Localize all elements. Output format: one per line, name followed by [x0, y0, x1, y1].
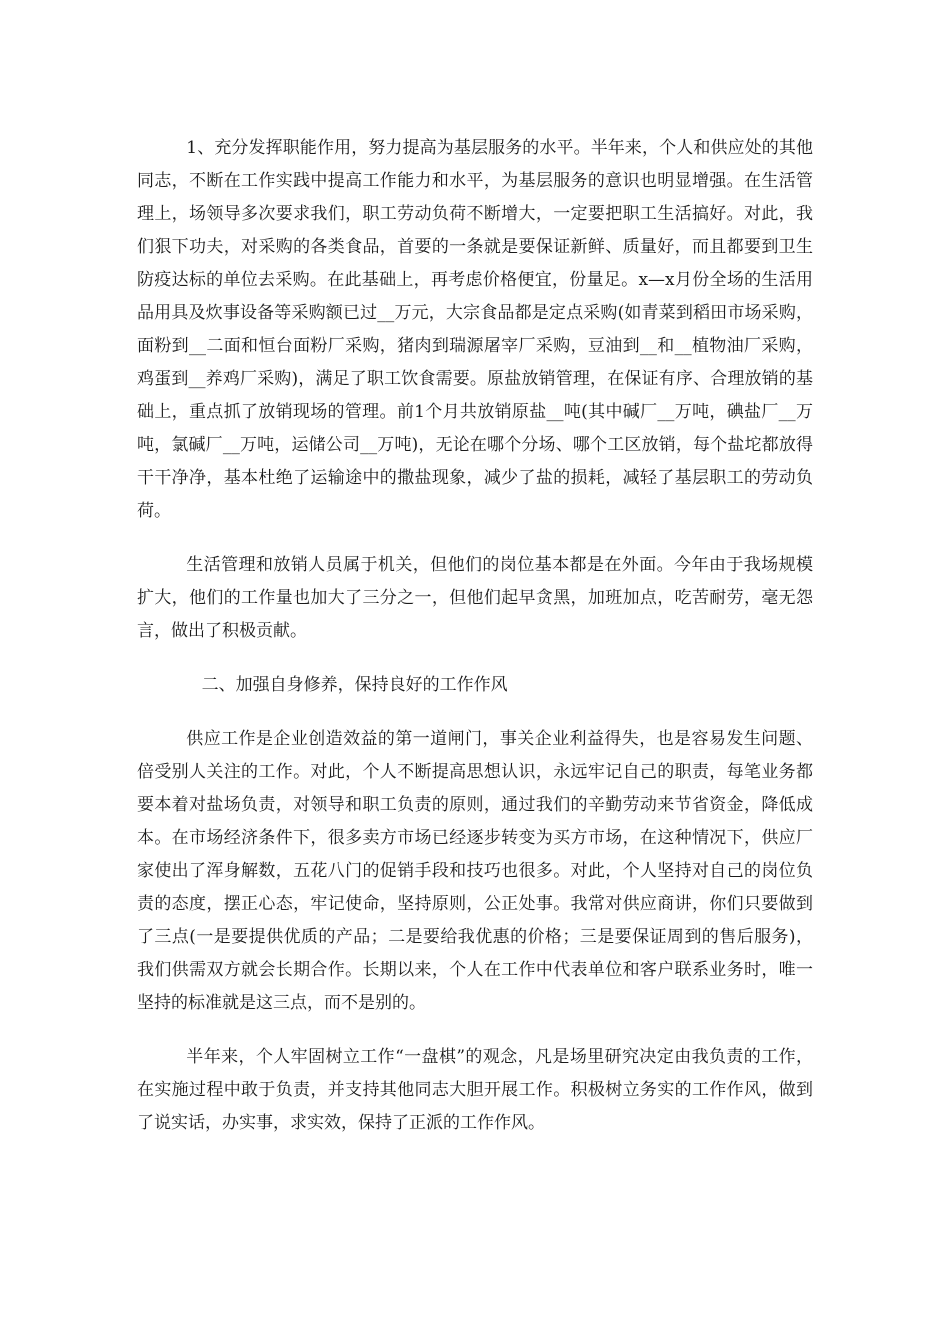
paragraph-service-level: 1、充分发挥职能作用，努力提高为基层服务的水平。半年来，个人和供应处的其他同志，不断在工作实践中提高工作能力和水平，为基层服务的意识也明显增强。在生活管理上，场领导多次要求我们，职工劳动负荷不断增大，一定要把职工生活搞好。对此，我们狠下功夫，对采购的各类食品，首要的一条就是要保证新鲜、质量好，而且都要到卫生防疫达标的单位去采购。在此基础上，再考虑价格便宜，份量足。x—x月份全场的生活用品用具及炊事设备等采购额已过__万元，大宗食品都是定点采购(如青菜到稻田市场采购，面粉到__二面和恒台面粉厂采购，猪肉到瑞源屠宰厂采购，豆油到__和__植物油厂采购，鸡蛋到__养鸡厂采购)，满足了职工饮食需要。原盐放销管理，在保证有序、合理放销的基础上，重点抓了放销现场的管理。前1个月共放销原盐__吨(其中碱厂__万吨，碘盐厂__万吨，氯碱厂__万吨，运储公司__万吨)，无论在哪个分场、哪个工区放销，每个盐坨都放得干干净净，基本杜绝了运输途中的撒盐现象，减少了盐的损耗，减轻了基层职工的劳动负荷。 [137, 138, 813, 521]
document-body [137, 132, 813, 1161]
section-heading: 二、加强自身修养，保持良好的工作作风 [201, 675, 508, 695]
paragraph-work-style: 半年来，个人牢固树立工作“一盘棋”的观念，凡是场里研究决定由我负责的工作，在实施过程中敢于负责，并支持其他同志大胆开展工作。积极树立务实的工作作风，做到了说实话，办实事，求实效，保持了正派的工作作风。 [137, 1047, 813, 1133]
paragraph-supply-principles: 供应工作是企业创造效益的第一道闸门，事关企业利益得失，也是容易发生问题、倍受别人关注的工作。对此，个人不断提高思想认识，永远牢记自己的职责，每笔业务都要本着对盐场负责，对领导和职工负责的原则，通过我们的辛勤劳动来节省资金，降低成本。在市场经济条件下，很多卖方市场已经逐步转变为买方市场，在这种情况下，供应厂家使出了浑身解数，五花八门的促销手段和技巧也很多。对此，个人坚持对自己的岗位负责的态度，摆正心态，牢记使命，坚持原则，公正处事。我常对供应商讲，你们只要做到了三点(一是要提供优质的产品；二是要给我优惠的价格；三是要保证周到的售后服务)，我们供需双方就会长期合作。长期以来，个人在工作中代表单位和客户联系业务时，唯一坚持的标准就是这三点，而不是别的。 [137, 729, 813, 1013]
paragraph-staff-contribution: 生活管理和放销人员属于机关，但他们的岗位基本都是在外面。今年由于我场规模扩大，他们的工作量也加大了三分之一，但他们起早贪黑，加班加点，吃苦耐劳，毫无怨言，做出了积极贡献。 [137, 555, 813, 641]
